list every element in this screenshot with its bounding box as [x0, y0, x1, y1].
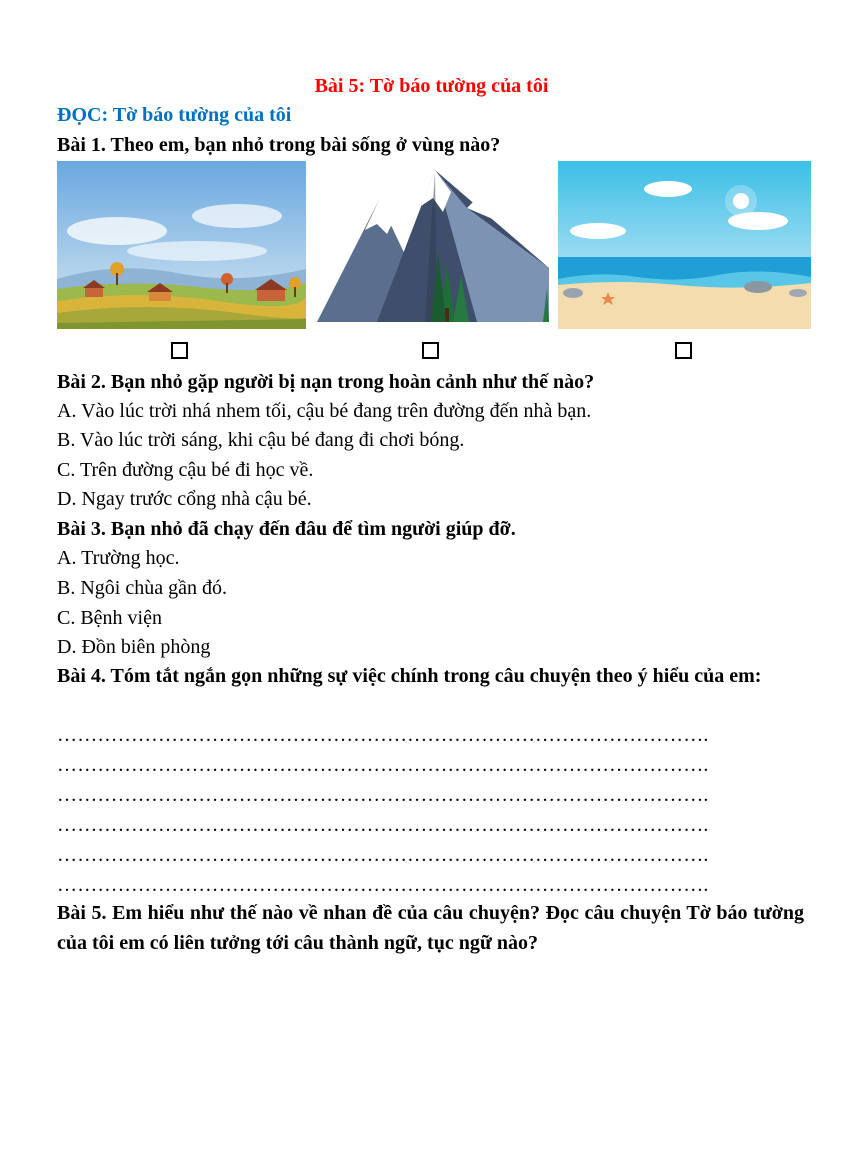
option-b: B. Ngôi chùa gần đó.	[57, 577, 227, 599]
option-c: C. Trên đường cậu bé đi học về.	[57, 459, 314, 481]
page-title: Bài 5: Tờ báo tường của tôi	[314, 75, 549, 97]
option-d: D. Ngay trước cổng nhà cậu bé.	[57, 488, 312, 510]
option-a: A. Vào lúc trời nhá nhem tối, cậu bé đang trên đường đến nhà bạn.	[57, 400, 592, 422]
answer-line[interactable]: …………………………………………………………………………………….	[57, 844, 709, 866]
question-2: Bài 2. Bạn nhỏ gặp người bị nạn trong hoàn cảnh như thế nào?	[57, 371, 595, 393]
question-1: Bài 1. Theo em, bạn nhỏ trong bài sống ở vùng nào?	[57, 134, 501, 156]
answer-checkbox-3[interactable]	[675, 342, 692, 359]
mountain-image	[317, 168, 549, 322]
option-a: A. Trường học.	[57, 547, 180, 569]
answer-line[interactable]: …………………………………………………………………………………….	[57, 874, 709, 896]
section-heading: ĐỌC: Tờ báo tường của tôi	[57, 104, 292, 126]
option-b: B. Vào lúc trời sáng, khi cậu bé đang đi chơi bóng.	[57, 429, 465, 451]
answer-line[interactable]: …………………………………………………………………………………….	[57, 724, 709, 746]
answer-line[interactable]: …………………………………………………………………………………….	[57, 784, 709, 806]
question-3: Bài 3. Bạn nhỏ đã chạy đến đâu để tìm người giúp đỡ.	[57, 518, 516, 540]
answer-checkbox-1[interactable]	[171, 342, 188, 359]
countryside-plains-image	[57, 161, 306, 329]
option-d: D. Đồn biên phòng	[57, 636, 211, 658]
question-4: Bài 4. Tóm tắt ngắn gọn những sự việc chính trong câu chuyện theo ý hiểu của em:	[57, 665, 762, 687]
answer-checkbox-2[interactable]	[422, 342, 439, 359]
question-5: Bài 5. Em hiểu như thế nào về nhan đề của câu chuyện? Đọc câu chuyện Tờ báo tường của tôi em có liên tưởng tới câu thành ngữ, tục ngữ nào?	[57, 902, 804, 954]
sea-beach-image	[558, 161, 811, 329]
answer-line[interactable]: …………………………………………………………………………………….	[57, 754, 709, 776]
option-c: C. Bệnh viện	[57, 607, 162, 629]
answer-line[interactable]: …………………………………………………………………………………….	[57, 814, 709, 836]
